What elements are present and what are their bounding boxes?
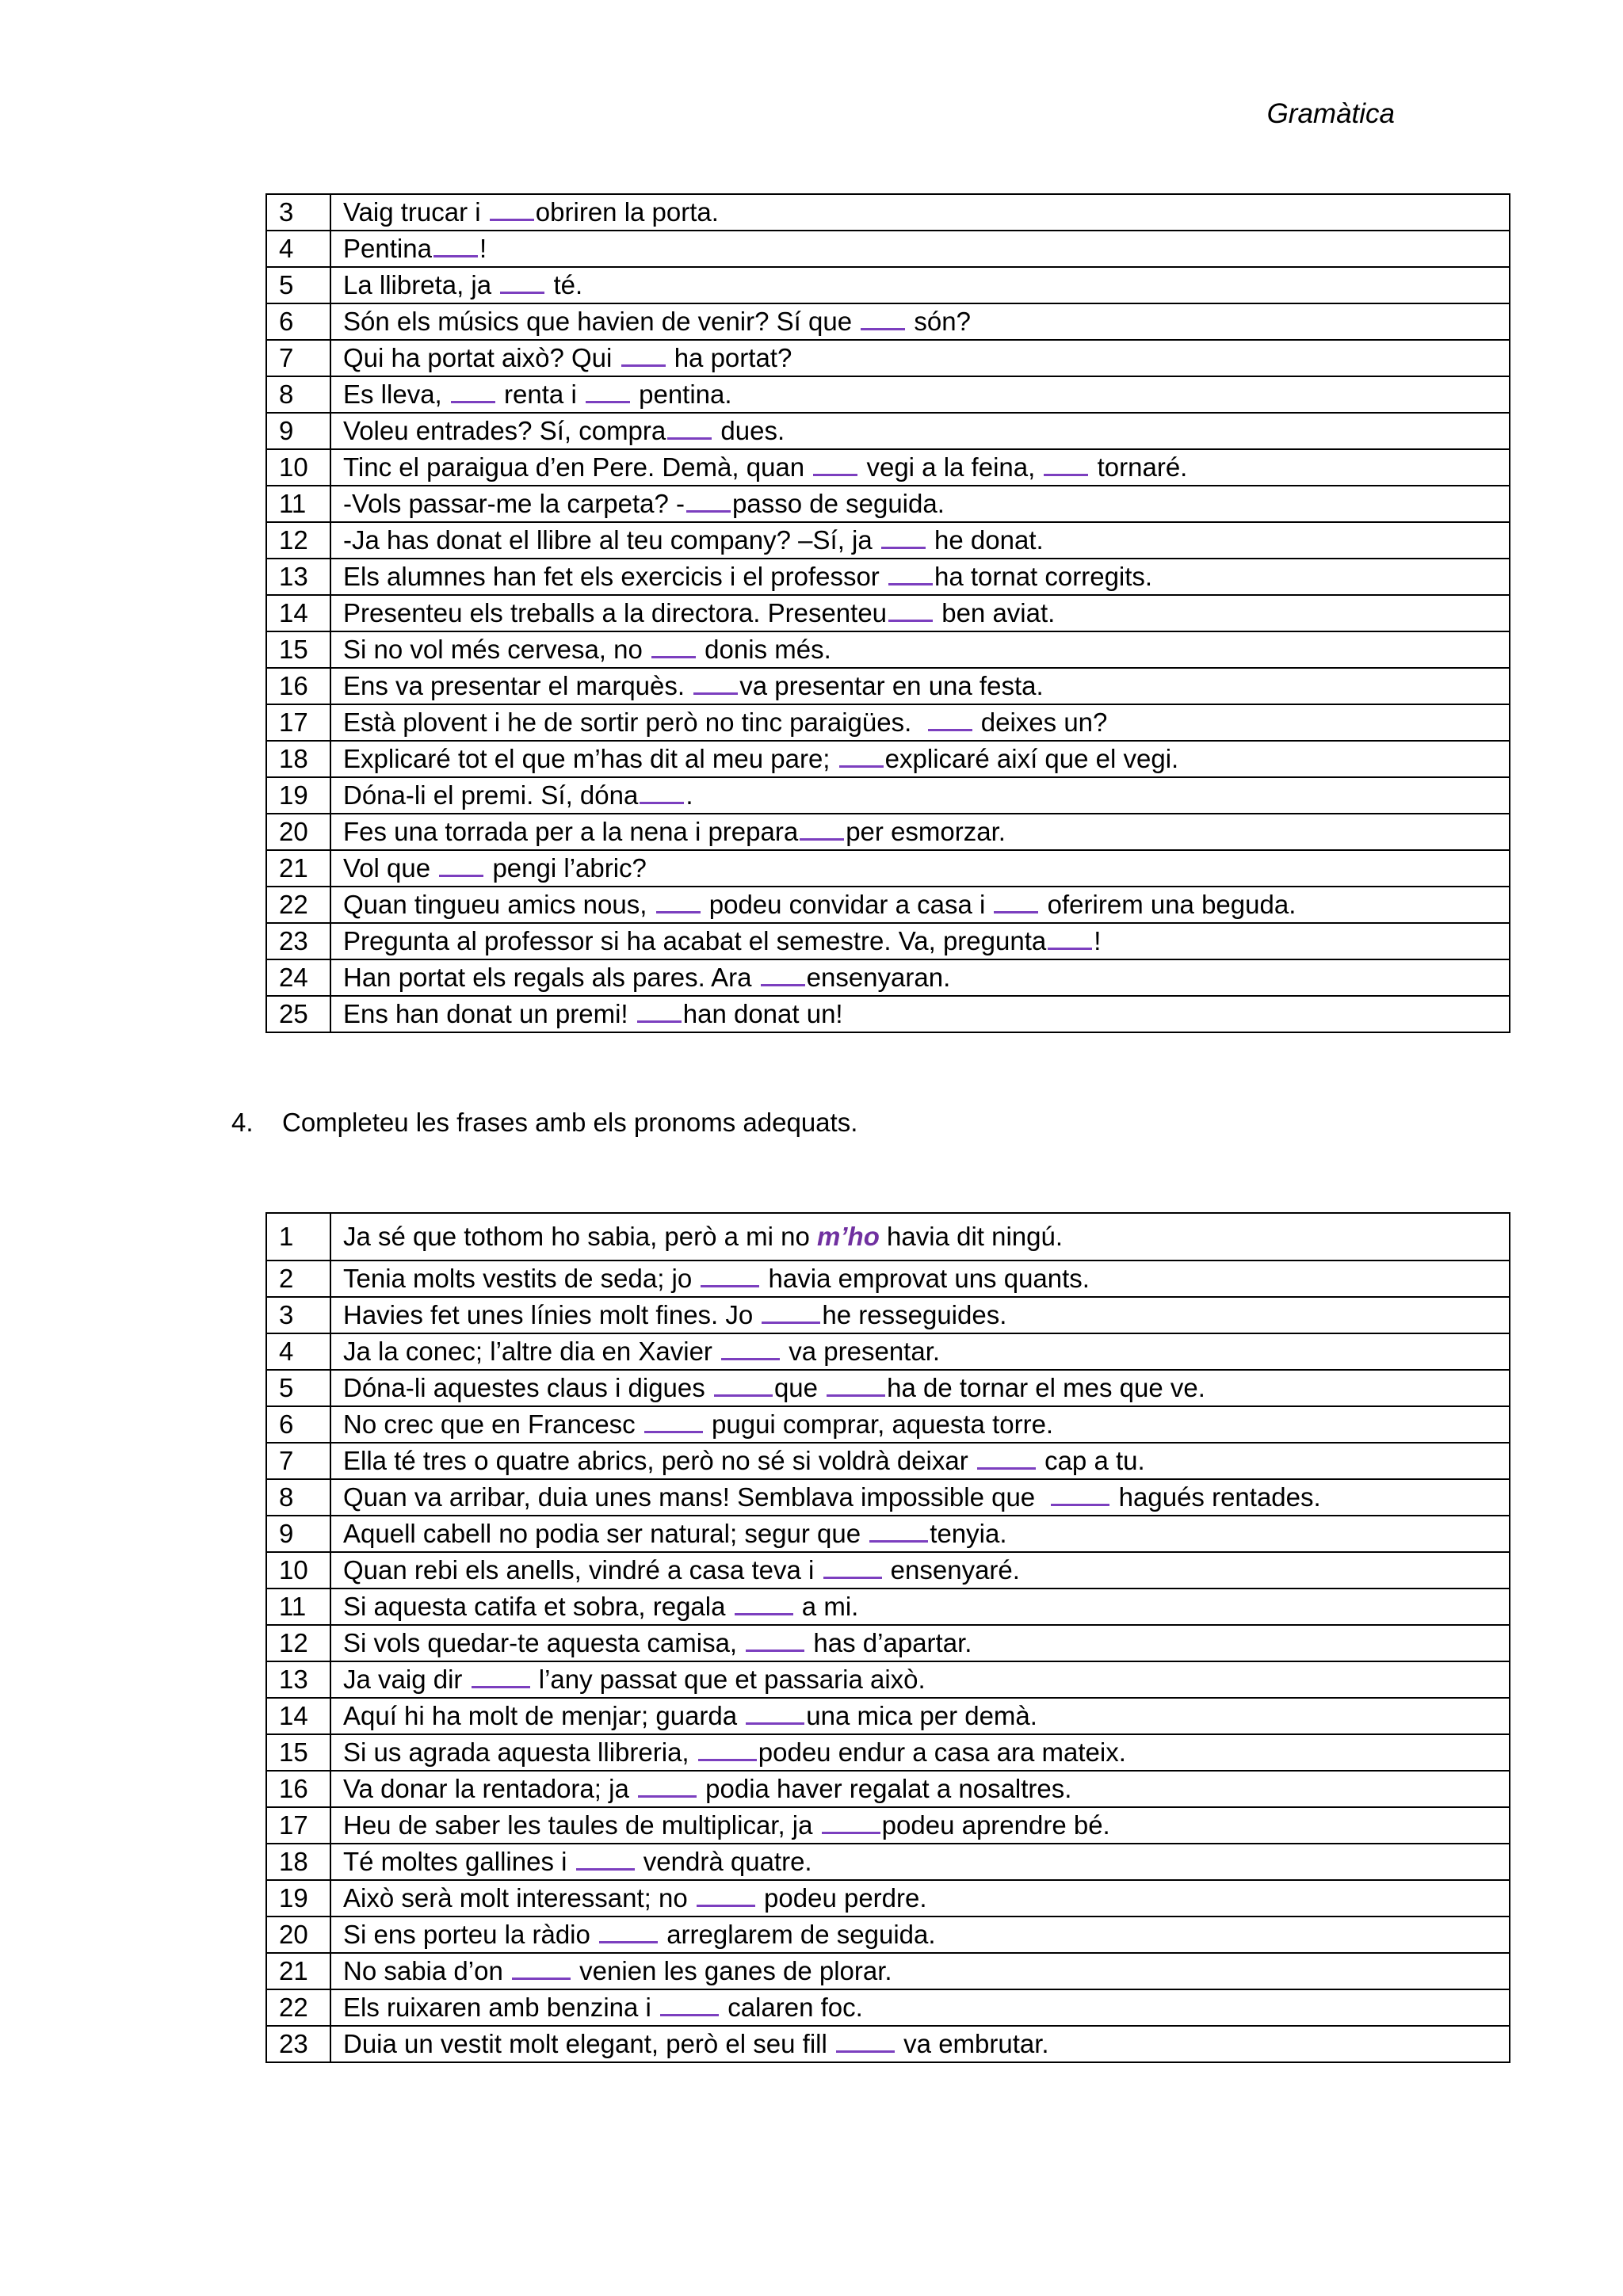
row-number: 14 (266, 1698, 330, 1734)
row-number: 13 (266, 1661, 330, 1698)
sentence (330, 1625, 1510, 1661)
row-number: 21 (266, 1953, 330, 1989)
sentence-text: deixes un? (973, 707, 1108, 737)
sentence-text: per esmorzar. (846, 817, 1006, 846)
row-number: 23 (266, 923, 330, 959)
sentence (330, 1261, 1510, 1297)
row-number: 25 (266, 996, 330, 1032)
sentence-text: passo de seguida. (732, 489, 945, 518)
blank-line[interactable] (693, 692, 738, 695)
table-row (266, 449, 1510, 486)
sentence (330, 303, 1510, 340)
sentence-text: Ja la conec; l’altre dia en Xavier (343, 1337, 720, 1366)
sentence (330, 1698, 1510, 1734)
sentence-text: Dóna-li el premi. Sí, dóna (343, 780, 639, 810)
sentence-text: Els ruixaren amb benzina i (343, 1993, 659, 2022)
instruction-text: Completeu les frases amb els pronoms adequats. (282, 1108, 858, 1137)
table-row (266, 741, 1510, 777)
row-number: 2 (266, 1261, 330, 1297)
table-row (266, 486, 1510, 522)
table-row (266, 1406, 1510, 1443)
row-number: 6 (266, 1406, 330, 1443)
blank-line[interactable] (599, 1940, 658, 1943)
sentence-text: podeu perdre. (756, 1883, 927, 1913)
row-number: 21 (266, 850, 330, 887)
sentence-text: són? (907, 307, 971, 336)
table-row (266, 559, 1510, 595)
table-row (266, 1370, 1510, 1406)
table-row (266, 1807, 1510, 1844)
row-number: 14 (266, 595, 330, 631)
page-header: Gramàtica (1266, 98, 1395, 129)
blank-line[interactable] (861, 327, 905, 330)
sentence-text: La llibreta, ja (343, 270, 499, 299)
table-row (266, 1443, 1510, 1479)
row-number: 12 (266, 1625, 330, 1661)
row-number: 13 (266, 559, 330, 595)
sentence-text: ha de tornar el mes que ve. (887, 1373, 1205, 1402)
sentence (330, 449, 1510, 486)
sentence-text: Aquí hi ha molt de menjar; guarda (343, 1701, 745, 1730)
blank-line[interactable] (813, 473, 857, 476)
sentence-text: Presenteu els treballs a la directora. Presenteu (343, 598, 888, 627)
sentence (330, 1406, 1510, 1443)
sentence-text: havia dit ningú. (879, 1222, 1064, 1251)
sentence (330, 1771, 1510, 1807)
sentence-text: Els alumnes han fet els exercicis i el professor (343, 562, 887, 591)
sentence (330, 1844, 1510, 1880)
table-row (266, 1917, 1510, 1953)
sentence-text: a mi. (794, 1592, 859, 1621)
row-number: 11 (266, 1589, 330, 1625)
sentence-text: Es lleva, (343, 379, 449, 409)
sentence-text: dues. (713, 416, 785, 445)
sentence-text: hagués rentades. (1111, 1482, 1321, 1512)
sentence-text: ensenyaran. (806, 963, 951, 992)
row-number: 15 (266, 1734, 330, 1771)
blank-line[interactable] (697, 1904, 755, 1907)
sentence-text: pentina. (631, 379, 732, 409)
blank-line[interactable] (472, 1685, 530, 1688)
sentence-text: Quan rebi els anells, vindré a casa teva i (343, 1555, 822, 1585)
row-number: 19 (266, 777, 330, 814)
sentence (330, 1516, 1510, 1552)
sentence-text: Ens va presentar el marquès. (343, 671, 693, 700)
blank-line[interactable] (656, 910, 701, 913)
blank-line[interactable] (836, 2050, 895, 2053)
blank-line[interactable] (621, 364, 666, 367)
sentence-text: Va donar la rentadora; ja (343, 1774, 636, 1803)
sentence-text: Ella té tres o quatre abrics, però no sé si voldrà deixar (343, 1446, 976, 1475)
sentence-text: vendrà quatre. (636, 1847, 812, 1876)
row-number: 18 (266, 1844, 330, 1880)
sentence-text: Si ens porteu la ràdio (343, 1920, 598, 1949)
exercise-4-table (265, 1212, 1510, 2063)
sentence-text: Vol que (343, 853, 438, 883)
blank-line[interactable] (827, 1394, 885, 1397)
table-row (266, 1844, 1510, 1880)
row-number: 7 (266, 340, 330, 376)
sentence-text: Ens han donat un premi! (343, 999, 636, 1028)
sentence-text: . (685, 780, 693, 810)
sentence (330, 741, 1510, 777)
table-row (266, 1333, 1510, 1370)
sentence-text: has d’apartar. (806, 1628, 972, 1657)
sentence-text: calaren foc. (720, 1993, 863, 2022)
sentence-text: pengi l’abric? (485, 853, 647, 883)
table-row (266, 1552, 1510, 1589)
blank-line[interactable] (640, 801, 684, 804)
sentence (330, 194, 1510, 231)
table-row (266, 1625, 1510, 1661)
sentence-text: Ja sé que tothom ho sabia, però a mi no (343, 1222, 818, 1251)
sentence-text: va presentar. (781, 1337, 941, 1366)
row-number: 3 (266, 194, 330, 231)
sentence (330, 2026, 1510, 2062)
row-number: 11 (266, 486, 330, 522)
sentence-text: tenyia. (930, 1519, 1007, 1548)
table-row (266, 2026, 1510, 2062)
table-row (266, 376, 1510, 413)
table-row (266, 1880, 1510, 1917)
sentence-text: Ja vaig dir (343, 1665, 470, 1694)
table-row (266, 1516, 1510, 1552)
sentence-text: Voleu entrades? Sí, compra (343, 416, 666, 445)
row-number: 7 (266, 1443, 330, 1479)
sentence (330, 1213, 1510, 1261)
sentence-text: he donat. (926, 525, 1044, 555)
blank-line[interactable] (869, 1539, 928, 1543)
sentence-text: que (773, 1373, 826, 1402)
sentence (330, 1370, 1510, 1406)
sentence (330, 996, 1510, 1032)
blank-line[interactable] (746, 1649, 804, 1652)
sentence-text: he resseguides. (822, 1300, 1007, 1329)
row-number: 3 (266, 1297, 330, 1333)
sentence (330, 1297, 1510, 1333)
table-row (266, 777, 1510, 814)
table-row (266, 923, 1510, 959)
sentence-text: podeu endur a casa ara mateix. (758, 1737, 1126, 1767)
sentence (330, 1734, 1510, 1771)
table-row (266, 1771, 1510, 1807)
row-number: 12 (266, 522, 330, 559)
sentence-text: Heu de saber les taules de multiplicar, ja (343, 1810, 820, 1840)
sentence-text: Té moltes gallines i (343, 1847, 575, 1876)
sentence (330, 1443, 1510, 1479)
sentence-text: -Ja has donat el llibre al teu company? –Sí, ja (343, 525, 880, 555)
row-number: 1 (266, 1213, 330, 1261)
blank-line[interactable] (928, 728, 972, 731)
row-number: 23 (266, 2026, 330, 2062)
sentence-text: va embrutar. (896, 2029, 1049, 2058)
sentence-text: oferirem una beguda. (1040, 890, 1296, 919)
sentence-text: ha portat? (666, 343, 792, 372)
blank-line[interactable] (1048, 947, 1092, 950)
sentence (330, 413, 1510, 449)
table-row (266, 631, 1510, 668)
blank-line[interactable] (638, 1794, 697, 1798)
sentence-text: tornaré. (1090, 452, 1188, 482)
row-number: 18 (266, 741, 330, 777)
blank-line[interactable] (823, 1576, 882, 1579)
table-row (266, 1213, 1510, 1261)
sentence (330, 1917, 1510, 1953)
example-answer: m’ho (817, 1222, 880, 1251)
blank-line[interactable] (576, 1867, 635, 1871)
blank-line[interactable] (490, 218, 534, 221)
blank-line[interactable] (637, 1020, 682, 1023)
blank-line[interactable] (888, 582, 933, 585)
sentence-text: Vaig trucar i (343, 197, 488, 227)
row-number: 20 (266, 814, 330, 850)
row-number: 17 (266, 704, 330, 741)
sentence-text: No crec que en Francesc (343, 1409, 643, 1439)
row-number: 5 (266, 1370, 330, 1406)
sentence (330, 486, 1510, 522)
sentence-text: podia haver regalat a nosaltres. (697, 1774, 1072, 1803)
table-row (266, 595, 1510, 631)
blank-line[interactable] (735, 1612, 793, 1615)
sentence-text: Si no vol més cervesa, no (343, 635, 651, 664)
blank-line[interactable] (994, 910, 1038, 913)
blank-line[interactable] (746, 1722, 804, 1725)
sentence-text: -Vols passar-me la carpeta? - (343, 489, 685, 518)
row-number: 9 (266, 413, 330, 449)
blank-line[interactable] (500, 291, 544, 294)
row-number: 4 (266, 1333, 330, 1370)
sentence-text: una mica per demà. (806, 1701, 1037, 1730)
blank-line[interactable] (839, 765, 884, 768)
sentence-text: arreglarem de seguida. (659, 1920, 936, 1949)
sentence-text: Han portat els regals als pares. Ara (343, 963, 759, 992)
blank-line[interactable] (651, 655, 696, 658)
row-number: 8 (266, 1479, 330, 1516)
sentence-text: podeu convidar a casa i (701, 890, 993, 919)
blank-line[interactable] (888, 619, 933, 622)
sentence-text: cap a tu. (1037, 1446, 1145, 1475)
sentence (330, 704, 1510, 741)
sentence (330, 1807, 1510, 1844)
blank-line[interactable] (698, 1758, 757, 1761)
table-row (266, 1989, 1510, 2026)
blank-line[interactable] (714, 1394, 773, 1397)
sentence-text: Si vols quedar-te aquesta camisa, (343, 1628, 745, 1657)
sentence-text: explicaré així que el vegi. (884, 744, 1179, 773)
table-row (266, 340, 1510, 376)
table-row (266, 1661, 1510, 1698)
sentence-text: Pregunta al professor si ha acabat el semestre. Va, pregunta (343, 926, 1047, 955)
sentence-text: pugui comprar, aquesta torre. (704, 1409, 1054, 1439)
sentence-text: Pentina (343, 234, 432, 263)
sentence-text: ! (1094, 926, 1102, 955)
sentence-text: Dóna-li aquestes claus i digues (343, 1373, 712, 1402)
table-row (266, 413, 1510, 449)
table-row (266, 1261, 1510, 1297)
row-number: 4 (266, 231, 330, 267)
sentence (330, 231, 1510, 267)
table-row (266, 1734, 1510, 1771)
row-number: 19 (266, 1880, 330, 1917)
sentence-text: ! (479, 234, 487, 263)
table-row (266, 1698, 1510, 1734)
sentence (330, 668, 1510, 704)
table-row (266, 959, 1510, 996)
sentence-text: Està plovent i he de sortir però no tinc paraigües. (343, 707, 926, 737)
sentence (330, 376, 1510, 413)
blank-line[interactable] (512, 1977, 571, 1980)
sentence (330, 1333, 1510, 1370)
sentence (330, 1552, 1510, 1589)
sentence-text: va presentar en una festa. (739, 671, 1044, 700)
sentence-text: Havies fet unes línies molt fines. Jo (343, 1300, 761, 1329)
blank-line[interactable] (977, 1466, 1036, 1470)
sentence-text: ha tornat corregits. (934, 562, 1153, 591)
blank-line[interactable] (1044, 473, 1088, 476)
sentence (330, 850, 1510, 887)
blank-line[interactable] (721, 1357, 780, 1360)
sentence (330, 1953, 1510, 1989)
exercise-3-table (265, 193, 1510, 1033)
table-row (266, 194, 1510, 231)
table-row (266, 668, 1510, 704)
sentence-text: havia emprovat uns quants. (761, 1264, 1090, 1293)
blank-line[interactable] (881, 546, 926, 549)
sentence-text: ben aviat. (934, 598, 1056, 627)
table-row (266, 996, 1510, 1032)
blank-line[interactable] (1051, 1503, 1109, 1506)
sentence-text: Tenia molts vestits de seda; jo (343, 1264, 700, 1293)
sentence (330, 887, 1510, 923)
sentence (330, 1479, 1510, 1516)
sentence-text: donis més. (697, 635, 831, 664)
row-number: 16 (266, 668, 330, 704)
table-row (266, 814, 1510, 850)
table-row (266, 1479, 1510, 1516)
blank-line[interactable] (761, 983, 805, 986)
sentence-text: vegi a la feina, (859, 452, 1043, 482)
row-number: 17 (266, 1807, 330, 1844)
blank-line[interactable] (451, 400, 495, 403)
table-row (266, 1953, 1510, 1989)
sentence-text: l’any passat que et passaria això. (531, 1665, 926, 1694)
table-row (266, 1297, 1510, 1333)
sentence-text: venien les ganes de plorar. (571, 1956, 892, 1985)
blank-line[interactable] (433, 254, 478, 257)
sentence-text: Quan va arribar, duia unes mans! Semblava impossible que (343, 1482, 1050, 1512)
exercise-number: 4. (231, 1108, 254, 1137)
blank-line[interactable] (701, 1284, 759, 1287)
row-number: 15 (266, 631, 330, 668)
row-number: 20 (266, 1917, 330, 1953)
row-number: 10 (266, 449, 330, 486)
table-row (266, 850, 1510, 887)
sentence (330, 777, 1510, 814)
table-row (266, 887, 1510, 923)
sentence-text: renta i (496, 379, 584, 409)
sentence (330, 923, 1510, 959)
sentence-text: Si us agrada aquesta llibreria, (343, 1737, 697, 1767)
blank-line[interactable] (660, 2013, 719, 2016)
sentence (330, 814, 1510, 850)
table-row (266, 267, 1510, 303)
sentence (330, 559, 1510, 595)
sentence (330, 1661, 1510, 1698)
sentence-text: Tinc el paraigua d’en Pere. Demà, quan (343, 452, 812, 482)
table-row (266, 303, 1510, 340)
sentence-text: Aquell cabell no podia ser natural; segur que (343, 1519, 869, 1548)
table-row (266, 522, 1510, 559)
sentence-text: han donat un! (682, 999, 843, 1028)
table-row (266, 704, 1510, 741)
blank-line[interactable] (586, 400, 630, 403)
sentence-text: Qui ha portat això? Qui (343, 343, 620, 372)
sentence-text: Explicaré tot el que m’has dit al meu pare; (343, 744, 838, 773)
sentence (330, 959, 1510, 996)
sentence-text: Si aquesta catifa et sobra, regala (343, 1592, 733, 1621)
exercise-4-instruction (231, 1108, 857, 1138)
row-number: 24 (266, 959, 330, 996)
sentence (330, 631, 1510, 668)
sentence (330, 522, 1510, 559)
sentence (330, 1989, 1510, 2026)
sentence-text: No sabia d’on (343, 1956, 510, 1985)
row-number: 6 (266, 303, 330, 340)
sentence (330, 595, 1510, 631)
blank-line[interactable] (800, 837, 844, 841)
sentence (330, 267, 1510, 303)
row-number: 8 (266, 376, 330, 413)
blank-line[interactable] (822, 1831, 880, 1834)
sentence (330, 340, 1510, 376)
blank-line[interactable] (667, 437, 712, 440)
table-row (266, 231, 1510, 267)
sentence-text: podeu aprendre bé. (881, 1810, 1110, 1840)
row-number: 9 (266, 1516, 330, 1552)
sentence-text: obriren la porta. (535, 197, 719, 227)
sentence (330, 1880, 1510, 1917)
sentence-text: Quan tingueu amics nous, (343, 890, 655, 919)
row-number: 10 (266, 1552, 330, 1589)
row-number: 22 (266, 1989, 330, 2026)
sentence-text: Són els músics que havien de venir? Sí que (343, 307, 860, 336)
sentence-text: Fes una torrada per a la nena i prepara (343, 817, 799, 846)
sentence-text: ensenyaré. (883, 1555, 1020, 1585)
sentence (330, 1589, 1510, 1625)
sentence-text: Duia un vestit molt elegant, però el seu fill (343, 2029, 834, 2058)
table-row (266, 1589, 1510, 1625)
row-number: 5 (266, 267, 330, 303)
sentence-text: té. (546, 270, 583, 299)
row-number: 16 (266, 1771, 330, 1807)
blank-line[interactable] (762, 1321, 820, 1324)
blank-line[interactable] (644, 1430, 703, 1433)
blank-line[interactable] (686, 509, 731, 513)
row-number: 22 (266, 887, 330, 923)
sentence-text: Això serà molt interessant; no (343, 1883, 695, 1913)
blank-line[interactable] (439, 874, 483, 877)
